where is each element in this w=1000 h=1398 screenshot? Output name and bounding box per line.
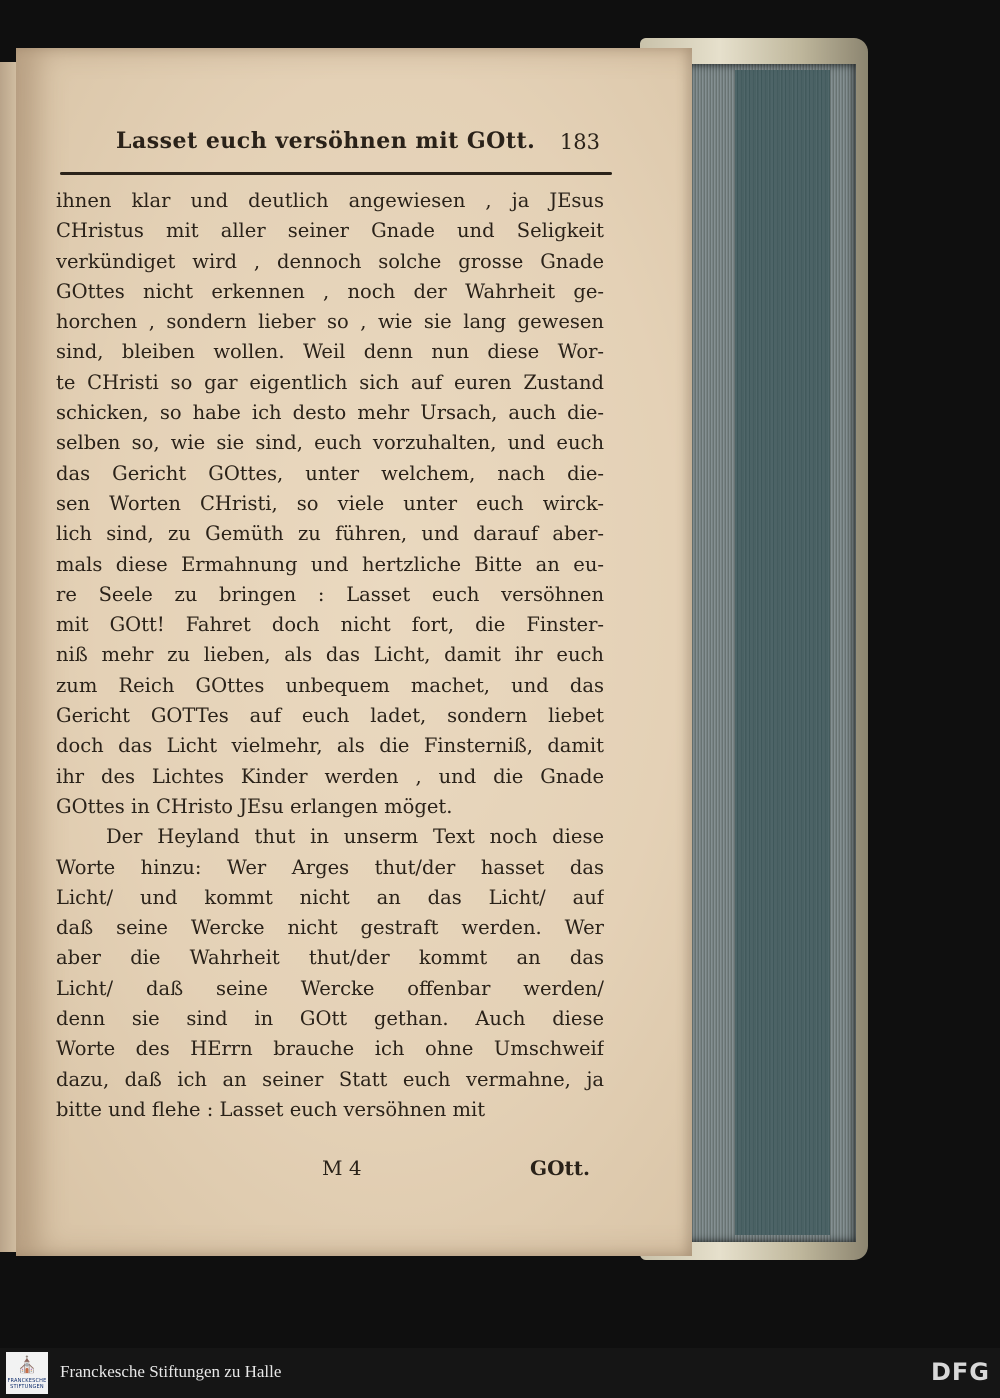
text-line: CHristus mit aller seiner Gnade und Seligkeit [56,219,604,243]
header-rule [60,172,612,175]
text-line: ihr des Lichtes Kinder werden , und die Gnade [56,764,604,788]
text-line: lich sind, zu Gemüth zu führen, und darauf aber- [56,522,604,546]
institution-name: Franckesche Stiftungen zu Halle [60,1362,282,1381]
text-line: das Gericht GOttes, unter welchem, nach die- [56,461,604,485]
text-line: Licht/ daß seine Wercke offenbar werden/ [56,976,604,1000]
logo-text: FRANCKESCHE STIFTUNGEN [7,1378,47,1390]
building-icon: ⛪ [17,1355,37,1374]
footer-bar [0,1348,1000,1398]
signature-mark: M 4 [322,1156,362,1180]
text-line: daß seine Wercke nicht gestraft werden. Wer [56,916,604,940]
text-line: aber die Wahrheit thut/der kommt an das [56,946,604,970]
text-line: GOttes in CHristo JEsu erlangen möget. [56,794,453,818]
text-line: te CHristi so gar eigentlich sich auf euren Zustand [56,370,604,394]
text-line: bitte und flehe : Lasset euch versöhnen mit [56,1097,486,1121]
text-line: mit GOtt! Fahret doch nicht fort, die Finster- [56,613,604,637]
franckesche-stiftungen-logo [6,1352,48,1394]
text-line: ihnen klar und deutlich angewiesen , ja JEsus [56,189,604,212]
page-number: 183 [559,130,600,154]
text-line: zum Reich GOttes unbequem machet, und das [56,673,604,697]
text-line: mals diese Ermahnung und hertzliche Bitte an eu- [56,552,604,576]
text-line: GOttes nicht erkennen , noch der Wahrheit ge- [56,279,604,303]
body-text [56,186,604,1125]
text-line: sind, bleiben wollen. Weil denn nun diese Wor- [56,340,604,364]
text-line: denn sie sind in GOtt gethan. Auch diese [56,1007,604,1031]
text-line: niß mehr zu lieben, als das Licht, damit ihr euch [56,643,604,667]
text-line: Gericht GOTTes auf euch ladet, sondern liebet [56,704,604,728]
text-line: Der Heyland thut in unserm Text noch diese [106,825,604,849]
text-line: dazu, daß ich an seiner Statt euch vermahne, ja [56,1067,604,1091]
text-line: verkündiget wird , dennoch solche grosse Gnade [56,249,604,273]
dfg-logo: DFG [930,1358,990,1386]
page-edges-shadow [735,70,830,1235]
text-line: sen Worten CHristi, so viele unter euch wirck- [56,491,604,515]
text-line: selben so, wie sie sind, euch vorzuhalten, und euch [56,431,604,455]
page-foot [56,1156,590,1186]
text-line: horchen , sondern lieber so , wie sie lang gewesen [56,310,604,334]
text-line: Worte des HErrn brauche ich ohne Umschweif [56,1037,604,1061]
catchword: GOtt. [530,1156,590,1180]
text-line: doch das Licht vielmehr, als die Finsterniß, damit [56,734,604,758]
running-head [116,128,600,162]
text-line: re Seele zu bringen : Lasset euch versöhnen [56,582,604,606]
text-line: Worte hinzu: Wer Arges thut/der hasset das [56,855,604,879]
text-line: Licht/ und kommt nicht an das Licht/ auf [56,885,604,909]
running-head-title: Lasset euch versöhnen mit GOtt. [116,128,536,154]
text-line: schicken, so habe ich desto mehr Ursach, auch die- [56,401,604,425]
